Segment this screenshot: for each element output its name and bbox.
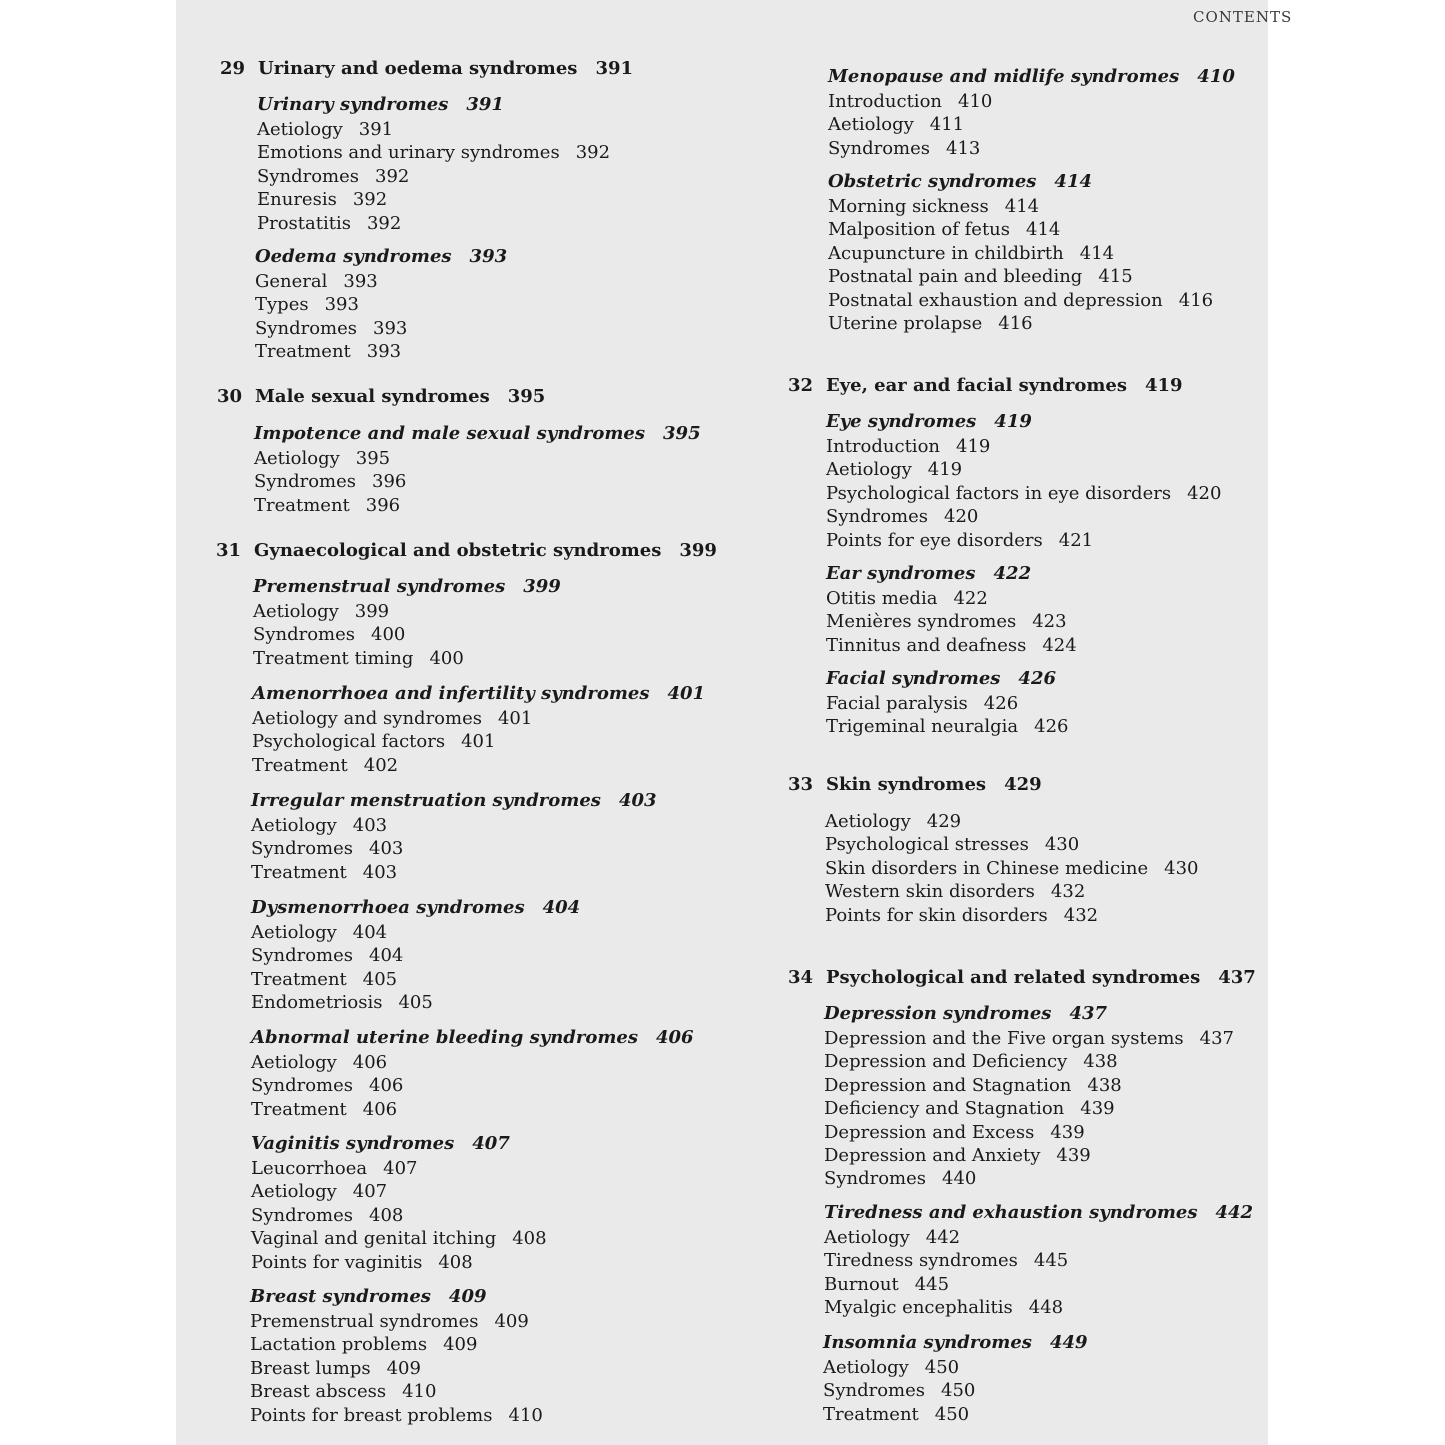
toc-entry: Treatment 406 [251,1098,398,1120]
chapter-heading [217,386,545,407]
section-title: Tiredness and exhaustion syndromes 442 [824,1202,1254,1223]
toc-entry: Treatment 450 [823,1403,970,1425]
toc-entry: Syndromes 396 [254,471,407,493]
toc-entry: Points for eye disorders 421 [826,529,1094,551]
toc-entry: Treatment 393 [255,341,402,363]
toc-entry: Deficiency and Stagnation 439 [824,1098,1115,1120]
section-title: Urinary syndromes 391 [257,94,504,115]
toc-section [824,1202,1253,1320]
toc-entry: Otitis media 422 [826,588,988,609]
toc-section [251,1027,694,1121]
toc-entry: Syndromes 450 [823,1380,976,1402]
chapter-number: 34 [788,967,814,988]
toc-entry: Aetiology 450 [823,1357,960,1378]
toc-entry: Facial paralysis 426 [826,693,1019,714]
toc-section [828,171,1213,335]
toc-entry: Prostatitis 392 [257,212,402,234]
toc-entry: Syndromes 392 [257,165,410,187]
chapter-number: 32 [788,375,814,396]
toc-entry: Psychological factors 401 [252,731,496,753]
section-title: Oedema syndromes 393 [255,246,508,267]
toc-entry: Aetiology 399 [253,601,390,622]
chapter-heading [216,540,717,561]
toc-entry: Postnatal exhaustion and depression 416 [828,289,1214,311]
chapter-title: Skin syndromes [826,774,987,795]
chapter-number: 30 [217,386,243,407]
chapter-page: 419 [1145,375,1183,396]
toc-section [826,668,1068,739]
section-title: Amenorrhoea and infertility syndromes 401 [252,683,706,704]
toc-section [257,94,610,235]
toc-entry: Aetiology 391 [257,119,394,140]
toc-entry: Aetiology 404 [251,922,388,943]
section-title: Premenstrual syndromes 399 [253,576,561,597]
chapter-title: Male sexual syndromes [255,386,490,407]
toc-entry: Syndromes 404 [251,945,404,967]
chapter-heading [788,375,1183,396]
toc-entry: Aetiology 411 [828,114,965,136]
chapter-number: 29 [220,58,246,79]
chapter-title: Psychological and related syndromes [826,967,1201,988]
toc-entry: Points for vaginitis 408 [251,1251,473,1273]
section-title: Menopause and midlife syndromes 410 [828,66,1235,87]
toc-section [250,1286,543,1427]
toc-entry: Psychological factors in eye disorders 420 [826,482,1222,504]
toc-entry: Malposition of fetus 414 [828,219,1061,241]
toc-section [826,563,1077,657]
toc-entry: Emotions and urinary syndromes 392 [257,142,611,164]
toc-entry: Treatment 403 [251,861,398,883]
toc-entry: General 393 [255,271,378,292]
running-head: CONTENTS [1193,8,1293,26]
toc-entry: Syndromes 403 [251,838,404,860]
toc-entry: Skin disorders in Chinese medicine 430 [825,857,1199,879]
toc-section [826,411,1221,552]
toc-entry: Tinnitus and deafness 424 [826,634,1077,656]
chapter-number: 31 [216,540,242,561]
toc-section [254,423,701,517]
chapter-heading [788,774,1042,795]
toc-entry: Aetiology 429 [825,811,962,832]
chapter-page: 391 [595,58,634,79]
toc-section [252,683,705,777]
toc-entry: Types 393 [255,294,359,316]
toc-entry: Premenstrual syndromes 409 [250,1311,529,1332]
toc-entry: Syndromes 440 [824,1168,977,1190]
toc-entry: Points for breast problems 410 [250,1404,543,1426]
toc-entry: Introduction 410 [828,91,993,112]
toc-entry: Depression and Anxiety 439 [824,1144,1091,1166]
toc-entry: Aetiology 406 [251,1052,388,1073]
toc-entry: Syndromes 393 [255,317,408,339]
toc-section [255,246,507,364]
toc-entry: Syndromes 400 [253,624,406,646]
toc-entry: Syndromes 408 [251,1204,404,1226]
chapter-page: 399 [679,540,717,561]
toc-entry: Uterine prolapse 416 [828,312,1033,334]
toc-entry: Treatment 405 [251,968,398,990]
toc-section [825,810,1199,927]
chapter-heading [220,58,633,79]
toc-entry: Trigeminal neuralgia 426 [826,716,1069,738]
toc-entry: Endometriosis 405 [251,992,433,1014]
chapter-title: Eye, ear and facial syndromes [826,375,1127,396]
section-title: Insomnia syndromes 449 [823,1332,1088,1353]
section-title: Dysmenorrhoea syndromes 404 [251,897,581,918]
toc-entry: Aetiology 403 [251,815,388,836]
toc-entry: Leucorrhoea 407 [251,1158,418,1179]
toc-entry: Treatment 396 [254,494,401,516]
section-title: Facial syndromes 426 [826,668,1056,689]
toc-section [251,897,580,1015]
toc-entry: Syndromes 420 [826,506,979,528]
toc-entry: Syndromes 413 [828,137,981,159]
toc-entry: Western skin disorders 432 [825,881,1086,903]
toc-entry: Lactation problems 409 [250,1334,478,1356]
section-title: Breast syndromes 409 [250,1286,487,1307]
toc-entry: Menières syndromes 423 [826,611,1067,633]
section-title: Eye syndromes 419 [826,411,1032,432]
toc-section [823,1332,1088,1426]
section-title: Impotence and male sexual syndromes 395 [254,423,701,444]
toc-entry: Treatment 402 [252,754,399,776]
chapter-page: 395 [507,386,546,407]
section-title: Obstetric syndromes 414 [828,171,1092,192]
toc-entry: Burnout 445 [824,1273,950,1295]
toc-entry: Depression and Deficiency 438 [824,1051,1118,1073]
toc-entry: Enuresis 392 [257,189,388,211]
toc-section [251,790,657,884]
toc-entry: Aetiology 395 [254,448,391,469]
chapter-heading [788,967,1256,988]
toc-entry: Depression and Stagnation 438 [824,1074,1122,1096]
chapter-page: 437 [1218,967,1256,988]
toc-entry: Breast abscess 410 [250,1381,437,1403]
toc-entry: Introduction 419 [826,436,991,457]
section-title: Vaginitis syndromes 407 [251,1133,510,1154]
section-title: Depression syndromes 437 [824,1003,1108,1024]
toc-entry: Syndromes 406 [251,1075,404,1097]
chapter-number: 33 [788,774,814,795]
toc-section [251,1133,547,1274]
toc-entry: Depression and Excess 439 [824,1121,1085,1143]
toc-entry: Aetiology 442 [824,1227,961,1248]
toc-section [253,576,561,670]
toc-entry: Aetiology 407 [251,1181,388,1203]
toc-entry: Acupuncture in childbirth 414 [828,242,1115,264]
toc-entry: Tiredness syndromes 445 [824,1250,1069,1272]
toc-entry: Postnatal pain and bleeding 415 [828,266,1133,288]
section-title: Abnormal uterine bleeding syndromes 406 [251,1027,694,1048]
toc-entry: Points for skin disorders 432 [825,904,1099,926]
toc-entry: Treatment timing 400 [253,647,464,669]
section-title: Irregular menstruation syndromes 403 [251,790,657,811]
toc-entry: Morning sickness 414 [828,196,1040,217]
toc-entry: Breast lumps 409 [250,1357,421,1379]
section-title: Ear syndromes 422 [826,563,1032,584]
toc-entry: Psychological stresses 430 [825,834,1080,856]
toc-entry: Depression and the Five organ systems 437 [824,1028,1235,1049]
toc-section [828,66,1235,160]
toc-entry: Aetiology 419 [826,459,963,481]
chapter-title: Gynaecological and obstetric syndromes [254,540,662,561]
chapter-title: Urinary and oedema syndromes [258,58,578,79]
toc-entry: Aetiology and syndromes 401 [252,708,533,729]
toc-entry: Myalgic encephalitis 448 [824,1297,1064,1319]
toc-entry: Vaginal and genital itching 408 [251,1228,547,1250]
chapter-page: 429 [1004,774,1042,795]
toc-section [824,1003,1234,1191]
